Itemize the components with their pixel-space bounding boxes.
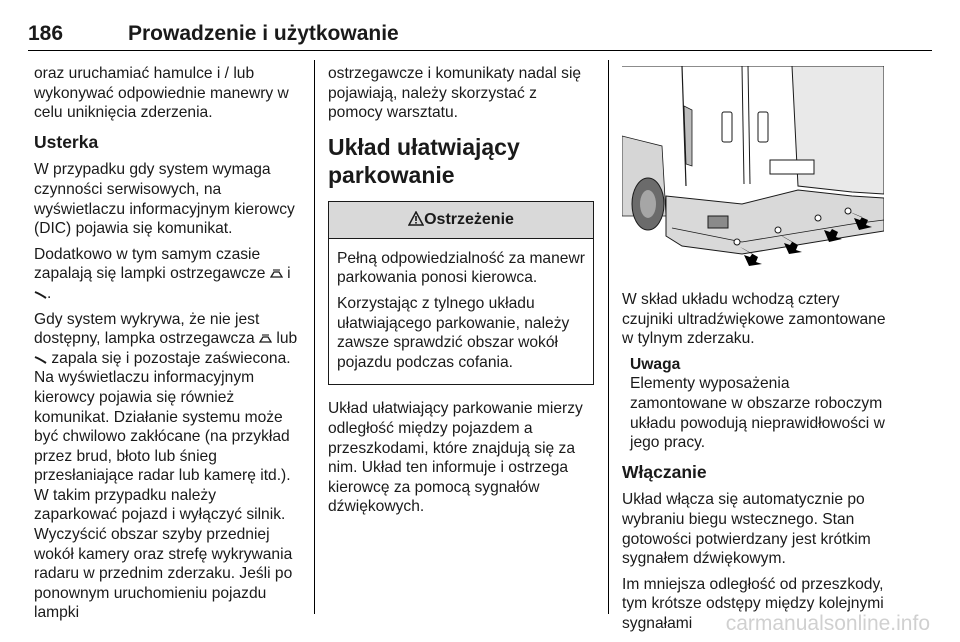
warning-paragraph: Pełną odpowiedzialność za manewr parkowania ponosi kierowca. bbox=[337, 249, 585, 287]
section-heading-parking: Układ ułatwiający parkowanie bbox=[328, 133, 520, 188]
sensor-dot bbox=[815, 215, 821, 221]
column-3 bbox=[622, 290, 890, 640]
column-divider-2 bbox=[608, 60, 609, 614]
paragraph: Dodatkowo w tym samym czasie zapalają się lampki ostrzegawcze i . bbox=[34, 245, 291, 302]
warning-title: Ostrzeżenie bbox=[424, 210, 514, 228]
page-header bbox=[28, 22, 932, 52]
paragraph: oraz uruchamiać hamulce i / lub wykonywać odpowiednie manewry w celu uniknięcia zderzenia. bbox=[34, 65, 289, 122]
collision-warning-icon bbox=[259, 334, 272, 344]
paragraph: W skład układu wchodzą cztery czujniki ultradźwiękowe zamontowane w tylnym zderzaku. bbox=[622, 291, 886, 348]
column-2 bbox=[328, 64, 594, 523]
sensor-dot bbox=[845, 208, 851, 214]
paragraph: W przypadku gdy system wymaga czynności serwisowych, na wyświetlaczu informacyjnym kierowcy (DIC) pojawia się komunikat. bbox=[34, 161, 295, 238]
column-divider-1 bbox=[314, 60, 315, 614]
chapter-title: Prowadzenie i użytkowanie bbox=[128, 22, 399, 45]
paragraph: Im mniejsza odległość od przeszkody, tym krótsze odstępy między kolejnymi sygnałami bbox=[622, 575, 884, 632]
section-heading-usterka: Usterka bbox=[34, 131, 99, 152]
note-title: Uwaga bbox=[630, 355, 681, 373]
note-box bbox=[630, 355, 890, 453]
lane-departure-icon bbox=[34, 354, 47, 364]
section-heading-wlaczanie: Włączanie bbox=[622, 461, 707, 482]
watermark: carmanualsonline.info bbox=[725, 612, 930, 635]
paragraph: Gdy system wykrywa, że nie jest dostępny, lampka ostrzegawcza lub zapala się i pozostaje zaświecona. Na wyświetlaczu informacyjnym kierowcy pojawia się również komunikat. Działanie systemu może być chwilowo zakłócane (na przykład przez brud, błoto lub śnieg przesłaniające radar lub kamerę itd.). W takim przypadku należy zaparkować pojazd i wyłączyć silnik. Wyczyścić obszar szyby przedniej wokół kamery oraz strefę wykrywania radaru w przednim zderzaku. Jeśli po ponownym uruchomieniu pojazdu lampki bbox=[34, 310, 298, 622]
column-1 bbox=[34, 64, 302, 629]
warning-paragraph: Korzystając z tylnego układu ułatwiającego parkowanie, należy zawsze sprawdzić obszar wokół pojazdu podczas cofania. bbox=[337, 294, 570, 371]
note-text: Elementy wyposażenia zamontowane w obszarze roboczym układu powodują nieprawidłowości w jego pracy. bbox=[630, 375, 885, 452]
paragraph: ostrzegawcze i komunikaty nadal się pojawiają, należy skorzystać z pomocy warsztatu. bbox=[328, 65, 582, 122]
sensor-dot bbox=[775, 227, 781, 233]
page-number: 186 bbox=[28, 22, 64, 45]
sensor-dot bbox=[734, 239, 740, 245]
header-rule bbox=[28, 50, 932, 51]
warning-triangle-icon bbox=[408, 211, 424, 226]
warning-header bbox=[329, 202, 593, 239]
lane-departure-icon bbox=[34, 289, 47, 299]
warning-box bbox=[328, 201, 594, 386]
rear-bumper-sensors-illustration bbox=[622, 66, 884, 276]
warning-body bbox=[329, 239, 593, 385]
paragraph: Układ włącza się automatycznie po wybraniu biegu wstecznego. Stan gotowości potwierdzany jest krótkim sygnałem dźwiękowym. bbox=[622, 491, 871, 568]
paragraph: Układ ułatwiający parkowanie mierzy odległość między pojazdem a przeszkodami, które znajdują się za nim. Układ ten informuje i ostrzega kierowcę za pomocą sygnałów dźwiękowych. bbox=[328, 400, 583, 516]
collision-warning-icon bbox=[270, 269, 283, 279]
